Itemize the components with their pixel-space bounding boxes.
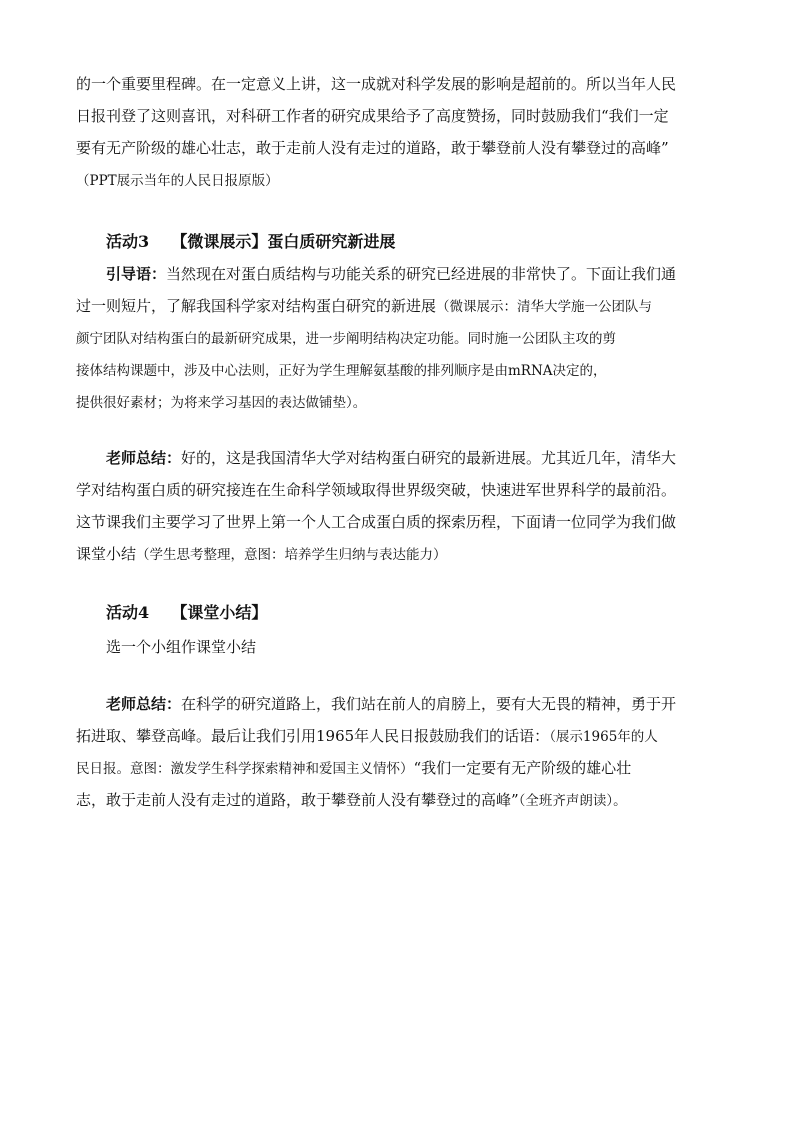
text-line <box>76 74 676 94</box>
note-span: （展示1965年的人 <box>549 729 658 745</box>
text-span: 日报刊登了这则喜讯，对科研工作者的研究成果给予了高度赞扬，同时鼓励我们“我们一定 <box>76 107 669 125</box>
activity-3-heading <box>106 232 395 252</box>
text-span: 志，敢于走前人没有走过的道路，敢于攀登前人没有攀登过的高峰” <box>76 791 519 809</box>
note-span: （PPT展示当年的人民日报原版） <box>76 173 279 189</box>
text-span: 选一个小组作课堂小结 <box>106 638 257 656</box>
heading-title: 【微课展示】蛋白质研究新进展 <box>171 232 396 251</box>
text-line <box>106 448 676 468</box>
text-span: 的一个重要里程碑。在一定意义上讲，这一成就对科学发展的影响是超前的。所以当年人民 <box>76 75 677 93</box>
text-span: 在科学的研究道路上，我们站在前人的肩膀上，要有大无畏的精神，勇于开 <box>181 695 677 713</box>
text-span: 要有无产阶级的雄心壮志，敢于走前人没有走过的道路，敢于攀登前人没有攀登过的高峰” <box>76 139 669 157</box>
note-span: 颜宁团队对结构蛋白的最新研究成果，进一步阐明结构决定功能。同时施一公团队主攻的剪 <box>76 331 616 347</box>
note-span: （全班齐声朗读）。 <box>518 793 627 809</box>
text-line <box>76 138 669 158</box>
activity-4-heading <box>106 603 267 623</box>
text-line <box>76 106 669 126</box>
text-line <box>76 329 616 349</box>
text-span: 课堂小结 <box>76 545 137 563</box>
note-span: 民日报。意图：激发学生科学探索精神和爱国主义情怀） <box>76 761 414 777</box>
text-span: “我们一定要有无产阶级的雄心壮 <box>413 759 632 777</box>
text-line <box>106 637 256 657</box>
note-span: （微课展示：清华大学施一公团队与 <box>436 299 653 315</box>
text-line <box>76 726 658 747</box>
text-line <box>76 544 447 565</box>
text-line <box>76 171 279 191</box>
text-line <box>76 393 366 413</box>
intro-label: 引导语： <box>106 265 167 283</box>
text-line <box>76 758 631 779</box>
note-span: 提供很好素材；为将来学习基因的表达做铺垫）。 <box>76 395 367 411</box>
text-line <box>76 480 676 500</box>
heading-title: 【课堂小结】 <box>171 603 268 622</box>
note-span: （学生思考整理，意图：培养学生归纳与表达能力） <box>136 547 447 563</box>
summary-label: 老师总结： <box>106 695 182 713</box>
text-line <box>76 361 607 381</box>
text-span: 这节课我们主要学习了世界上第一个人工合成蛋白质的探索历程，下面请一位同学为我们做 <box>76 513 677 531</box>
text-line <box>106 264 676 284</box>
note-span: 接体结构课题中，涉及中心法则，正好为学生理解氨基酸的排列顺序是由mRNA决定的， <box>76 363 607 379</box>
text-span: 过一则短片，了解我国科学家对结构蛋白研究的新进展 <box>76 297 437 315</box>
summary-label: 老师总结： <box>106 449 182 467</box>
heading-number: 活动4 <box>106 603 150 622</box>
text-span: 好的，这是我国清华大学对结构蛋白研究的最新进展。尤其近几年，清华大 <box>181 449 677 467</box>
text-line <box>106 694 676 714</box>
text-line <box>76 296 652 317</box>
text-line <box>76 512 676 532</box>
text-span: 拓进取、攀登高峰。最后让我们引用1965年人民日报鼓励我们的话语： <box>76 727 550 745</box>
heading-number: 活动3 <box>106 232 150 251</box>
text-span: 当然现在对蛋白质结构与功能关系的研究已经进展的非常快了。下面让我们通 <box>166 265 677 283</box>
text-span: 学对结构蛋白质的研究接连在生命科学领域取得世界级突破，快速进军世界科学的最前沿。 <box>76 481 677 499</box>
text-line <box>76 790 627 811</box>
